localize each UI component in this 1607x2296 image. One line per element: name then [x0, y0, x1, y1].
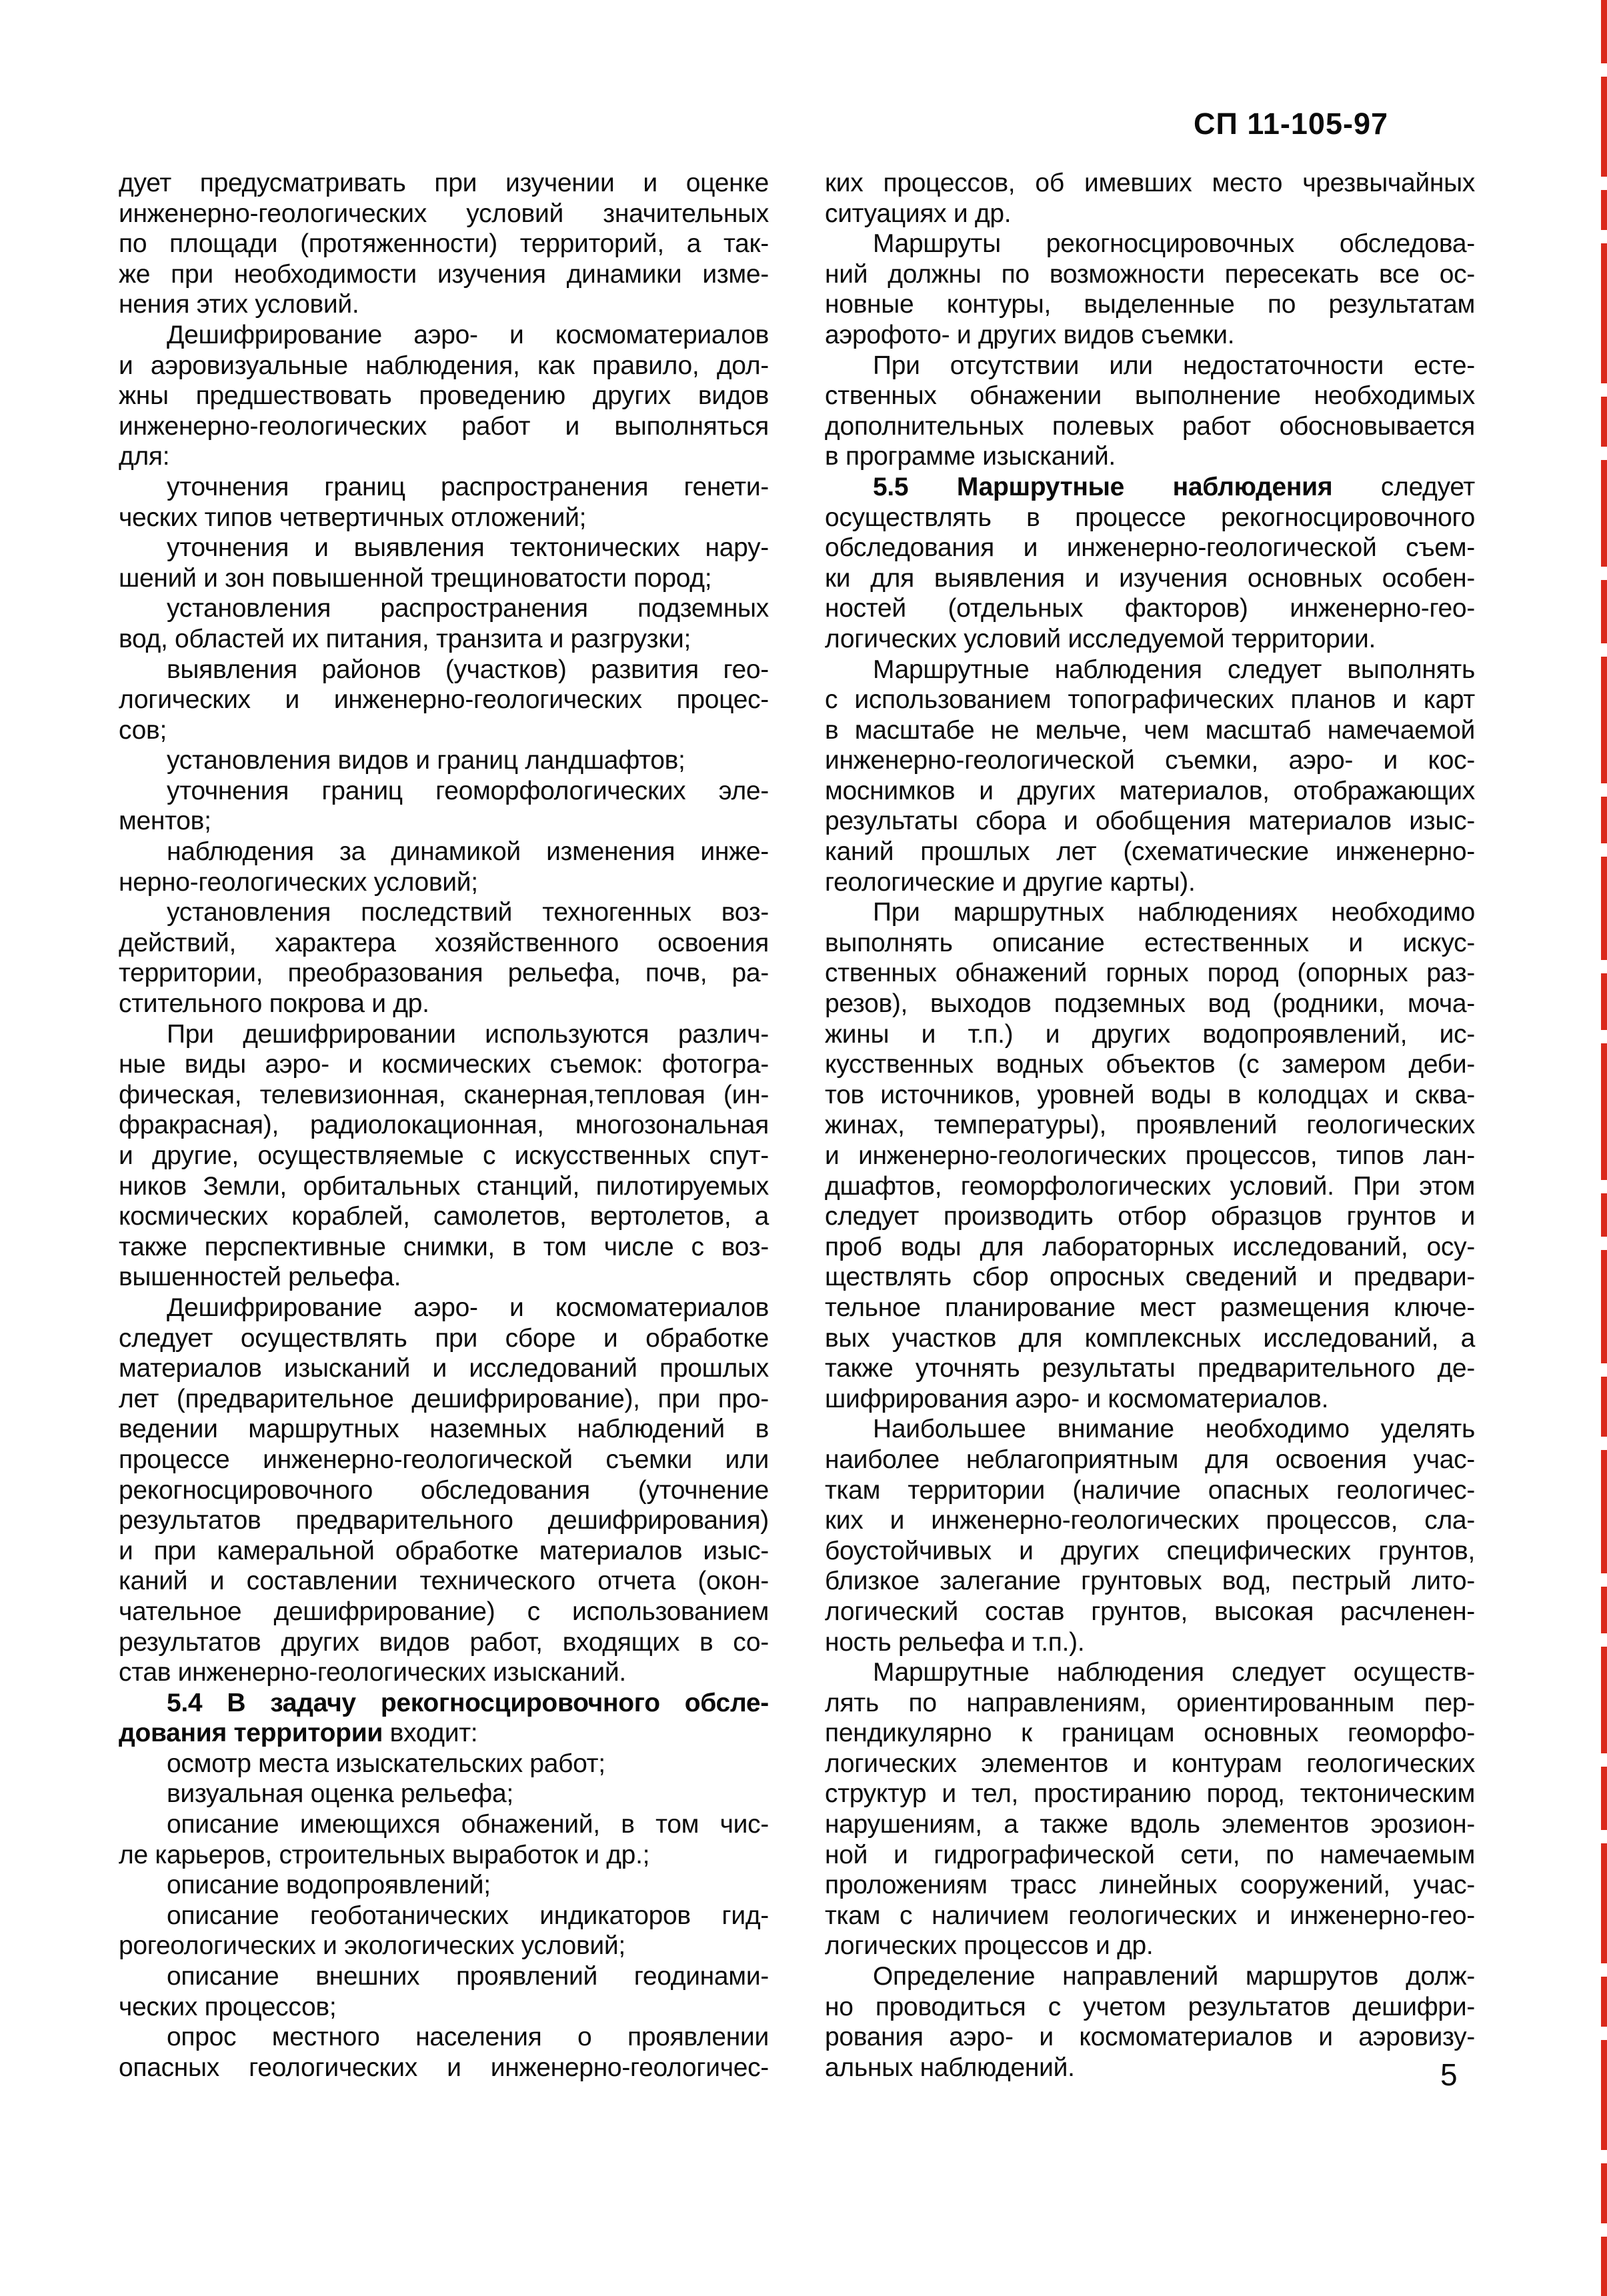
- text-line: резов), выходов подземных вод (родники, моча-: [825, 989, 1475, 1019]
- edge-mark-segment: [1601, 1193, 1607, 1237]
- text-line: действий, характера хозяйственного освоения: [119, 928, 769, 957]
- text-line: жны предшествовать проведению других видов: [119, 381, 769, 411]
- text-line: же при необходимости изучения динамики изме-: [119, 259, 769, 289]
- text-line: каний прошлых лет (схематические инженерно-: [825, 837, 1475, 867]
- text-line: ственных обнажении выполнение необходимых: [825, 381, 1475, 411]
- left-text-column: [119, 168, 769, 2083]
- text-line: опасных геологических и инженерно-геологичес-: [119, 2053, 769, 2082]
- text-line: близкое залегание грунтовых вод, пестрый лито-: [825, 1567, 1475, 1596]
- edge-mark-segment: [1601, 1647, 1607, 1753]
- text-line: фракрасная), радиолокационная, многозональная: [119, 1111, 769, 1140]
- text-line: также уточнять результаты предварительного де-: [825, 1354, 1475, 1383]
- edge-mark-segment: [1601, 797, 1607, 843]
- text-line: шифрирования аэро- и космоматериалов.: [825, 1384, 1329, 1413]
- text-line: рования аэро- и космоматериалов и аэровизу-: [825, 2023, 1475, 2052]
- text-line: инженерно-геологической съемки, аэро- и кос-: [825, 746, 1475, 775]
- text-line: результаты сбора и обобщения материалов изыс-: [825, 807, 1475, 836]
- text-line: логических элементов и контурам геологических: [825, 1749, 1475, 1778]
- text-line: При дешифрировании используются различ-: [167, 1019, 769, 1049]
- edge-mark-segment: [1601, 397, 1607, 447]
- text-line: тов источников, уровней воды в колодцах и сква-: [825, 1080, 1475, 1109]
- edge-mark-segment: [1601, 1587, 1607, 1633]
- text-line: территории, преобразования рельефа, почв, ра-: [119, 959, 769, 988]
- text-line: уточнения границ геоморфологических эле-: [167, 776, 769, 805]
- text-line: нерно-геологических условий;: [119, 867, 478, 897]
- text-line: [119, 1688, 769, 1719]
- text-line: сов;: [119, 715, 167, 745]
- text-line: Маршрутные наблюдения следует выполнять: [873, 655, 1475, 684]
- edge-mark-segment: [1601, 0, 1607, 63]
- text-line: ностей (отдельных факторов) инженерно-гео-: [825, 594, 1475, 623]
- text-line: вых участков для комплексных исследований, а: [825, 1323, 1475, 1353]
- text-line: дшафтов, геоморфологических условий. При этом: [825, 1171, 1475, 1201]
- text-line: боустойчивых и других специфических грунтов,: [825, 1536, 1475, 1565]
- text-line: ткам с наличием геологических и инженерно-гео-: [825, 1901, 1475, 1930]
- edge-mark-segment: [1601, 1250, 1607, 1363]
- text-line: с использованием топографических планов и карт: [825, 685, 1475, 715]
- text-line: по площади (протяженности) территорий, а так-: [119, 229, 769, 259]
- text-line: дополнительных полевых работ обосновывается: [825, 411, 1475, 441]
- edge-mark-segment: [1601, 1767, 1607, 1830]
- text-line: лять по направлениям, ориентированным пер-: [825, 1688, 1475, 1717]
- text-line: инженерно-геологических работ и выполняться: [119, 411, 769, 441]
- text-line: ментов;: [119, 807, 211, 836]
- text-line: кусственных водных объектов (с замером деби-: [825, 1050, 1475, 1079]
- text-line: в программе изысканий.: [825, 442, 1116, 471]
- text-line: наблюдения за динамикой изменения инже-: [167, 837, 769, 867]
- text-line: став инженерно-геологических изысканий.: [119, 1658, 626, 1687]
- text-line: и аэровизуальные наблюдения, как правило, дол-: [119, 351, 769, 380]
- text-line: выполнять описание естественных и искус-: [825, 928, 1475, 957]
- text-line: опрос местного населения о проявлении: [167, 2023, 769, 2052]
- text-line: Дешифрирование аэро- и космоматериалов: [167, 1293, 769, 1322]
- edge-mark-segment: [1601, 1843, 1607, 1963]
- text-line: Определение направлений маршрутов долж-: [873, 1962, 1475, 1991]
- text-line: Дешифрирование аэро- и космоматериалов: [167, 320, 769, 349]
- text-line: и инженерно-геологических процессов, типов лан-: [825, 1141, 1475, 1170]
- text-line: нарушениям, а также вдоль элементов эрозион-: [825, 1810, 1475, 1839]
- edge-mark-segment: [1601, 2163, 1607, 2223]
- text-line: ких и инженерно-геологических процессов, сла-: [825, 1506, 1475, 1535]
- text-line: ческих типов четвертичных отложений;: [119, 503, 587, 532]
- text-line: ний должны по возможности пересекать все ос-: [825, 259, 1475, 289]
- text-line: фическая, телевизионная, сканерная,тепловая (ин-: [119, 1080, 769, 1109]
- text-line: установления распространения подземных: [167, 594, 769, 623]
- text-line: и при камеральной обработке материалов изыс-: [119, 1536, 769, 1565]
- text-line: ких процессов, об имевших место чрезвычайных: [825, 169, 1475, 197]
- doc-code-header: СП 11-105-97: [1194, 107, 1389, 141]
- text-line: описание имеющихся обнажений, в том чис-: [167, 1810, 769, 1839]
- edge-mark-segment: [1601, 1450, 1607, 1573]
- text-line: дует предусматривать при изучении и оценке: [119, 169, 769, 197]
- text-line: проб воды для лабораторных исследований, осу-: [825, 1232, 1475, 1261]
- body-text: входит:: [389, 1719, 478, 1748]
- text-line: новные контуры, выделенные по результатам: [825, 290, 1475, 319]
- text-line: геологические и другие карты).: [825, 867, 1196, 897]
- text-line: уточнения и выявления тектонических нару-: [167, 533, 769, 563]
- text-line: визуальная оценка рельефа;: [167, 1779, 513, 1809]
- text-line: процессе инженерно-геологической съемки или: [119, 1445, 769, 1474]
- text-line: наиболее неблагоприятным для освоения учас-: [825, 1445, 1475, 1474]
- edge-mark-segment: [1601, 1043, 1607, 1180]
- edge-mark-segment: [1601, 77, 1607, 177]
- text-line: следует осуществлять при сборе и обработке: [119, 1323, 769, 1353]
- text-line: проложениям трасс линейных сооружений, учас-: [825, 1871, 1475, 1900]
- right-text-column: [825, 168, 1475, 2083]
- section-heading-text: 5.5 Маршрутные наблюдения: [873, 472, 1381, 501]
- text-line: нения этих условий.: [119, 290, 359, 319]
- edge-mark-segment: [1601, 657, 1607, 783]
- text-line: ность рельефа и т.п.).: [825, 1627, 1085, 1657]
- text-line: описание водопроявлений;: [167, 1871, 491, 1900]
- text-line: для:: [119, 442, 170, 471]
- text-line: установления видов и границ ландшафтов;: [167, 746, 685, 775]
- text-line: моснимков и других материалов, отображающих: [825, 776, 1475, 805]
- text-line: пендикулярно к границам основных геоморфо-: [825, 1719, 1475, 1748]
- text-line: вод, областей их питания, транзита и разгрузки;: [119, 624, 691, 653]
- text-line: ле карьеров, строительных выработок и др.;: [119, 1840, 650, 1869]
- text-line: ществлять сбор опросных сведений и предвари-: [825, 1263, 1475, 1292]
- text-line: инженерно-геологических условий значительных: [119, 199, 769, 228]
- text-line: альных наблюдений.: [825, 2053, 1075, 2082]
- text-line: Маршрутные наблюдения следует осуществ-: [873, 1658, 1475, 1687]
- text-line: в масштабе не мельче, чем масштаб намечаемой: [825, 715, 1475, 745]
- edge-mark-segment: [1601, 973, 1607, 1030]
- text-line: При отсутствии или недостаточности есте-: [873, 351, 1475, 380]
- text-line: также перспективные снимки, в том числе с воз-: [119, 1232, 769, 1261]
- text-line: следует производить отбор образцов грунтов и: [825, 1202, 1475, 1231]
- text-line: [119, 1718, 769, 1749]
- edge-mark-segment: [1601, 857, 1607, 960]
- text-line: описание геоботанических индикаторов гид-: [167, 1901, 769, 1930]
- text-line: шений и зон повышенной трещиноватости пород;: [119, 563, 712, 593]
- text-line: установления последствий техногенных воз-: [167, 898, 769, 927]
- text-line: логических условий исследуемой территории.: [825, 624, 1376, 653]
- red-edge-marks: [1601, 0, 1607, 2296]
- text-line: логических процессов и др.: [825, 1931, 1154, 1961]
- text-line: [825, 472, 1475, 503]
- section-heading-text: 5.4 В задачу рекогносцировочного обсле-: [167, 1688, 769, 1717]
- edge-mark-segment: [1601, 243, 1607, 383]
- edge-mark-segment: [1601, 2237, 1607, 2296]
- text-line: Наибольшее внимание необходимо уделять: [873, 1415, 1475, 1444]
- text-line: логический состав грунтов, высокая расчленен-: [825, 1597, 1475, 1626]
- text-line: ситуациях и др.: [825, 199, 1012, 228]
- text-line: ников Земли, орбитальных станций, пилотируемых: [119, 1171, 769, 1201]
- text-line: космических кораблей, самолетов, вертолетов, а: [119, 1202, 769, 1231]
- text-line: ведении маршрутных наземных наблюдений в: [119, 1415, 769, 1444]
- text-line: рекогносцировочного обследования (уточнение: [119, 1475, 769, 1505]
- text-line: ной и гидрографической сети, по намечаемым: [825, 1840, 1475, 1869]
- text-line: тельное планирование мест размещения ключе-: [825, 1293, 1475, 1322]
- text-line: ки для выявления и изучения основных особен-: [825, 563, 1475, 593]
- text-line: осмотр места изыскательских работ;: [167, 1749, 605, 1778]
- text-line: жины и т.п.) и других водопроявлений, ис-: [825, 1019, 1475, 1049]
- text-line: материалов изысканий и исследований прошлых: [119, 1354, 769, 1383]
- text-line: уточнения границ распространения генети-: [167, 472, 769, 501]
- edge-mark-segment: [1601, 1977, 1607, 2027]
- text-line: результатов других видов работ, входящих в со-: [119, 1627, 769, 1657]
- edge-mark-segment: [1601, 580, 1607, 643]
- edge-mark-segment: [1601, 460, 1607, 567]
- text-line: При маршрутных наблюдениях необходимо: [873, 898, 1475, 927]
- text-line: лет (предварительное дешифрирование), при про-: [119, 1384, 769, 1413]
- edge-mark-segment: [1601, 2040, 1607, 2150]
- text-line: логических и инженерно-геологических процес-: [119, 685, 769, 715]
- text-line: ные виды аэро- и космических съемок: фотогра-: [119, 1050, 769, 1079]
- text-line: но проводиться с учетом результатов дешифри-: [825, 1992, 1475, 2021]
- text-line: обследования и инженерно-геологической съем-: [825, 533, 1475, 563]
- text-line: ческих процессов;: [119, 1992, 337, 2021]
- text-line: каний и составлении технического отчета (окон-: [119, 1567, 769, 1596]
- text-line: Маршруты рекогносцировочных обследова-: [873, 229, 1475, 259]
- text-line: ственных обнажений горных пород (опорных раз-: [825, 959, 1475, 988]
- edge-mark-segment: [1601, 190, 1607, 230]
- text-line: аэрофото- и других видов съемки.: [825, 320, 1235, 349]
- text-line: ткам территории (наличие опасных геологичес-: [825, 1475, 1475, 1505]
- edge-mark-segment: [1601, 1377, 1607, 1437]
- text-line: вышенностей рельефа.: [119, 1263, 401, 1292]
- text-line: и другие, осуществляемые с искусственных спут-: [119, 1141, 769, 1170]
- text-line: структур и тел, простиранию пород, тектоническим: [825, 1779, 1475, 1809]
- text-line: стительного покрова и др.: [119, 989, 429, 1019]
- text-line: жинах, температуры), проявлений геологических: [825, 1111, 1475, 1140]
- text-line: рогеологических и экологических условий;: [119, 1931, 625, 1961]
- text-line: результатов предварительного дешифрирования): [119, 1506, 769, 1535]
- section-heading-text: дования территории: [119, 1719, 390, 1748]
- text-line: описание внешних проявлений геодинами-: [167, 1962, 769, 1991]
- body-text: следует: [1380, 472, 1475, 501]
- text-line: выявления районов (участков) развития гео-: [167, 655, 769, 684]
- page-number: 5: [1440, 2057, 1458, 2092]
- text-line: чательное дешифрирование) с использованием: [119, 1597, 769, 1626]
- text-line: осуществлять в процессе рекогносцировочного: [825, 503, 1475, 532]
